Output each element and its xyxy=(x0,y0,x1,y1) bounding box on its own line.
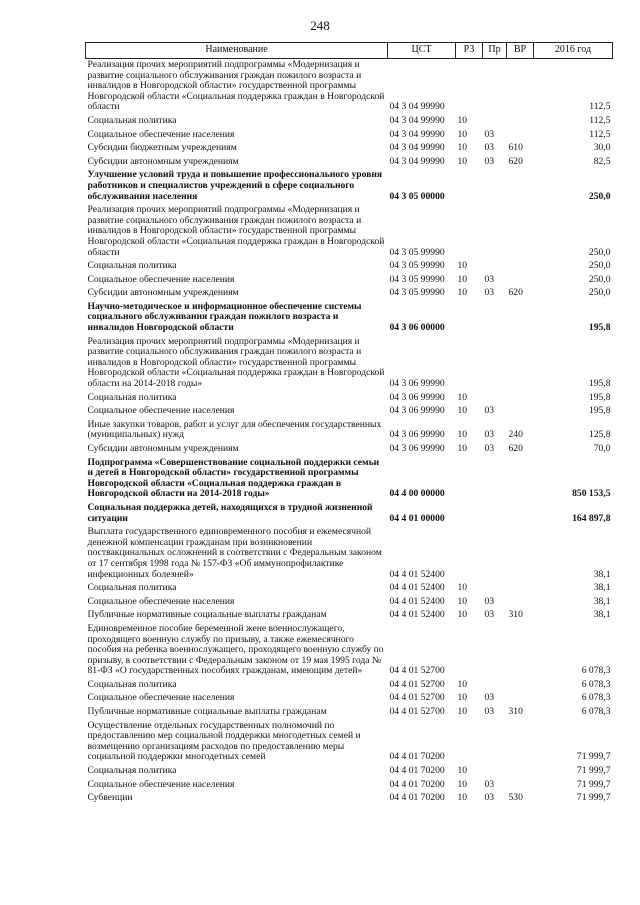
row-vr xyxy=(507,204,534,260)
row-amount: 125,8 xyxy=(588,429,611,441)
row-name: Субсидии автономным учреждениям xyxy=(87,287,239,299)
row-amount: 70,0 xyxy=(593,443,611,454)
row-vr xyxy=(507,129,534,143)
table-row xyxy=(86,336,613,392)
row-amount: 250,0 xyxy=(588,273,611,285)
row-vr: 620 xyxy=(508,443,523,454)
row-pr xyxy=(483,765,507,779)
row-cst: 04 4 01 52700 xyxy=(389,706,445,718)
row-cst: 04 3 06 99990 xyxy=(389,429,445,441)
row-amount: 6 078,3 xyxy=(581,665,611,677)
row-rz: 10 xyxy=(457,595,468,607)
row-pr: 03 xyxy=(484,778,495,790)
row-rz: 10 xyxy=(457,260,468,272)
row-pr xyxy=(483,720,507,765)
row-rz: 10 xyxy=(457,692,468,704)
row-cst: 04 3 06 99990 xyxy=(389,391,445,403)
row-pr: 03 xyxy=(484,595,495,607)
row-pr xyxy=(483,392,507,406)
row-amount: 71 999,7 xyxy=(576,765,611,777)
row-vr: 620 xyxy=(508,155,523,167)
row-name: Субвенции xyxy=(87,792,133,804)
row-pr xyxy=(483,115,507,129)
row-rz xyxy=(456,457,483,502)
row-name: Субсидии автономным учреждениям xyxy=(87,443,239,454)
row-amount: 38,1 xyxy=(593,582,611,594)
row-vr xyxy=(507,457,534,502)
row-name: Социальное обеспечение населения xyxy=(87,778,235,790)
table-row xyxy=(86,59,613,115)
row-cst: 04 3 05 99990 xyxy=(389,246,445,258)
budget-table xyxy=(85,42,613,806)
row-cst: 04 3 04 99990 xyxy=(389,101,445,113)
row-cst: 04 3 04 99990 xyxy=(389,114,445,126)
row-cst: 04 4 01 52400 xyxy=(389,582,445,594)
row-amount: 195,8 xyxy=(588,405,611,417)
table-row xyxy=(86,526,613,582)
row-name: Научно-методическое и информационное обеспечение системы социального обслуживания граждан пожилого возраста и инвалидов Новгородской области xyxy=(87,300,362,334)
row-pr: 03 xyxy=(484,706,495,718)
column-header-cst: ЦСТ xyxy=(388,43,456,59)
row-name: Социальная политика xyxy=(87,678,177,690)
row-pr xyxy=(483,526,507,582)
row-pr: 03 xyxy=(484,792,495,804)
row-rz xyxy=(456,301,483,336)
table-row xyxy=(86,720,613,765)
column-header-year: 2016 год xyxy=(534,43,613,59)
row-name: Социальная поддержка детей, находящихся в трудной жизненной ситуации xyxy=(87,501,373,524)
row-vr: 310 xyxy=(508,609,523,621)
row-name: Публичные нормативные социальные выплаты гражданам xyxy=(87,706,327,718)
row-amount: 6 078,3 xyxy=(581,678,611,690)
row-pr: 03 xyxy=(484,273,495,285)
row-vr xyxy=(507,596,534,610)
row-vr xyxy=(507,779,534,793)
row-pr: 03 xyxy=(484,142,495,154)
row-amount: 71 999,7 xyxy=(576,778,611,790)
row-vr: 310 xyxy=(508,706,523,718)
page-number: 248 xyxy=(310,18,330,33)
row-cst: 04 4 01 52400 xyxy=(389,595,445,607)
row-rz: 10 xyxy=(457,155,468,167)
row-vr xyxy=(507,679,534,693)
row-pr: 03 xyxy=(484,692,495,704)
table-row xyxy=(86,679,613,693)
row-rz: 10 xyxy=(457,706,468,718)
row-vr xyxy=(507,274,534,288)
row-vr: 530 xyxy=(508,792,523,804)
row-cst: 04 4 01 52700 xyxy=(389,665,445,677)
row-rz: 10 xyxy=(457,443,468,454)
row-rz: 10 xyxy=(457,128,468,140)
row-pr xyxy=(483,623,507,679)
row-name: Иные закупки товаров, работ и услуг для обеспечения государственных (муниципальных) нужд xyxy=(87,418,382,441)
row-name: Выплата государственного единовременного пособия и ежемесячной денежной компенсации гражданам при возникновении поствакцинальных осложнений в соответствии с Федеральным законом от 17 сентября 1998 года № 157-ФЗ «Об иммунопрофилактике инфекционных болезней» xyxy=(87,526,382,580)
row-rz: 10 xyxy=(457,391,468,403)
row-name: Осуществление отдельных государственных полномочий по предоставлению мер социальной поддержки многодетных семей и возмещению организациям расходов по предоставлению меры социальной поддержки многодетных семей xyxy=(87,719,361,763)
row-vr: 610 xyxy=(508,142,523,154)
row-cst: 04 3 05 99990 xyxy=(389,273,445,285)
row-cst: 04 3 06 99990 xyxy=(389,443,445,454)
row-vr xyxy=(507,260,534,274)
row-cst: 04 3 04 99990 xyxy=(389,155,445,167)
row-name: Социальное обеспечение населения xyxy=(87,405,235,417)
row-pr xyxy=(483,336,507,392)
row-vr: 620 xyxy=(508,287,523,299)
table-row xyxy=(86,765,613,779)
row-amount: 38,1 xyxy=(593,595,611,607)
row-vr xyxy=(507,765,534,779)
row-pr xyxy=(483,582,507,596)
row-amount: 71 999,7 xyxy=(576,792,611,804)
row-amount: 38,1 xyxy=(593,568,611,580)
row-rz xyxy=(456,720,483,765)
row-rz: 10 xyxy=(457,429,468,441)
row-vr xyxy=(507,59,534,115)
row-amount: 6 078,3 xyxy=(581,692,611,704)
row-cst: 04 4 01 52700 xyxy=(389,678,445,690)
table-row xyxy=(86,301,613,336)
row-name: Социальная политика xyxy=(87,765,177,777)
row-rz: 10 xyxy=(457,405,468,417)
row-vr xyxy=(507,582,534,596)
row-vr xyxy=(507,115,534,129)
row-vr xyxy=(507,336,534,392)
row-pr xyxy=(483,204,507,260)
row-pr: 03 xyxy=(484,155,495,167)
row-amount: 112,5 xyxy=(589,101,611,113)
row-name: Социальная политика xyxy=(87,260,177,272)
table-row xyxy=(86,129,613,143)
row-pr xyxy=(483,679,507,693)
row-cst: 04 4 01 00000 xyxy=(389,512,445,524)
table-row xyxy=(86,779,613,793)
row-rz: 10 xyxy=(457,582,468,594)
row-vr xyxy=(507,720,534,765)
row-pr xyxy=(483,301,507,336)
row-pr: 03 xyxy=(484,405,495,417)
row-amount: 82,5 xyxy=(593,155,611,167)
row-amount: 6 078,3 xyxy=(581,706,611,718)
row-name: Подпрограмма «Совершенствование социальной поддержки семьи и детей в Новгородской области» государственной программы Новгородской области «Социальная поддержка граждан в Новгородской области на 2014-2018 годы» xyxy=(87,456,380,500)
row-rz xyxy=(456,204,483,260)
row-cst: 04 3 05 00000 xyxy=(389,190,445,202)
table-row xyxy=(86,502,613,526)
row-amount: 195,8 xyxy=(588,391,611,403)
table-row xyxy=(86,692,613,706)
row-name: Социальная политика xyxy=(87,391,177,403)
table-row xyxy=(86,204,613,260)
row-cst: 04 4 00 00000 xyxy=(389,488,445,500)
row-name: Социальное обеспечение населения xyxy=(87,273,235,285)
row-cst: 04 3 04 99990 xyxy=(389,128,445,140)
row-name: Реализация прочих мероприятий подпрограммы «Модернизация и развитие социального обслуживания граждан пожилого возраста и инвалидов в Новгородской области» государственной программы Новгородской области «Социальная поддержка граждан в Новгородской области xyxy=(87,204,385,258)
row-cst: 04 4 01 52400 xyxy=(389,568,445,580)
row-amount: 164 897,8 xyxy=(572,512,611,524)
row-pr xyxy=(483,502,507,526)
column-header-rz: РЗ xyxy=(456,43,483,59)
row-amount: 250,0 xyxy=(588,287,611,299)
row-amount: 250,0 xyxy=(588,260,611,272)
row-rz xyxy=(456,623,483,679)
table-row xyxy=(86,274,613,288)
row-rz xyxy=(456,336,483,392)
row-name: Социальное обеспечение населения xyxy=(87,128,235,140)
table-row xyxy=(86,623,613,679)
table-row xyxy=(86,287,613,301)
row-amount: 38,1 xyxy=(593,609,611,621)
row-rz xyxy=(456,526,483,582)
row-pr xyxy=(483,260,507,274)
column-header-vr: ВР xyxy=(507,43,534,59)
row-amount: 250,0 xyxy=(588,190,611,202)
row-rz: 10 xyxy=(457,273,468,285)
row-name: Субсидии автономным учреждениям xyxy=(87,155,239,167)
row-vr xyxy=(507,692,534,706)
row-name: Социальное обеспечение населения xyxy=(87,692,235,704)
table-row xyxy=(86,596,613,610)
row-rz: 10 xyxy=(457,609,468,621)
table-row xyxy=(86,260,613,274)
row-name: Реализация прочих мероприятий подпрограммы «Модернизация и развитие социального обслуживания граждан пожилого возраста и инвалидов в Новгородской области» государственной программы Новгородской области «Социальная поддержка граждан в Новгородской области на 2014-2018 годы» xyxy=(87,335,385,390)
row-cst: 04 4 01 70200 xyxy=(389,765,445,777)
table-row xyxy=(86,609,613,623)
row-rz xyxy=(456,169,483,204)
table-row xyxy=(86,405,613,419)
row-amount: 195,8 xyxy=(588,378,611,390)
row-name: Улучшение условий труда и повышение профессионального уровня работников и специалистов учреждений в сфере социального обслуживания населения xyxy=(87,169,383,202)
row-vr xyxy=(507,623,534,679)
row-pr: 03 xyxy=(484,429,495,441)
table-row xyxy=(86,443,613,457)
column-header-pr: Пр xyxy=(483,43,507,59)
row-amount: 112,5 xyxy=(589,128,611,140)
table-row xyxy=(86,142,613,156)
row-rz: 10 xyxy=(457,765,468,777)
row-rz: 10 xyxy=(457,678,468,690)
row-rz: 10 xyxy=(457,792,468,804)
table-row xyxy=(86,392,613,406)
row-vr xyxy=(507,526,534,582)
row-cst: 04 4 01 70200 xyxy=(389,778,445,790)
row-pr xyxy=(483,457,507,502)
row-cst: 04 3 05 99990 xyxy=(389,287,445,299)
row-rz xyxy=(456,59,483,115)
row-cst: 04 3 05 99990 xyxy=(389,260,445,272)
row-rz: 10 xyxy=(457,287,468,299)
row-pr: 03 xyxy=(484,287,495,299)
row-rz: 10 xyxy=(457,114,468,126)
row-vr xyxy=(507,405,534,419)
row-pr xyxy=(483,59,507,115)
row-rz: 10 xyxy=(457,778,468,790)
row-vr xyxy=(507,169,534,204)
row-name: Единовременное пособие беременной жене военнослужащего, проходящего военную службу по призыву, а также ежемесячного пособия на ребенка военнослужащего, проходящего военную службу по призыву, в соответствии с Федеральным законом от 19 мая 1995 года № 81-ФЗ «О государственных пособиях гражданам, имеющим детей» xyxy=(87,622,384,677)
row-vr xyxy=(507,392,534,406)
row-name: Реализация прочих мероприятий подпрограммы «Модернизация и развитие социального обслуживания граждан пожилого возраста и инвалидов в Новгородской области» государственной программы Новгородской области «Социальная поддержка граждан в Новгородской области xyxy=(87,59,385,113)
row-amount: 250,0 xyxy=(588,246,611,258)
row-name: Социальное обеспечение населения xyxy=(87,595,235,607)
row-name: Публичные нормативные социальные выплаты гражданам xyxy=(87,609,327,621)
row-amount: 30,0 xyxy=(593,142,611,154)
row-pr xyxy=(483,169,507,204)
row-amount: 112,5 xyxy=(589,114,611,126)
row-rz: 10 xyxy=(457,142,468,154)
row-vr xyxy=(507,502,534,526)
table-row xyxy=(86,792,613,806)
row-cst: 04 4 01 70200 xyxy=(389,751,445,763)
column-header-name: Наименование xyxy=(86,43,388,59)
row-cst: 04 4 01 52400 xyxy=(389,609,445,621)
table-row xyxy=(86,706,613,720)
row-name: Социальная политика xyxy=(87,114,177,126)
row-cst: 04 3 06 99990 xyxy=(389,378,445,390)
row-pr: 03 xyxy=(484,443,495,454)
table-row xyxy=(86,115,613,129)
row-cst: 04 3 06 99990 xyxy=(389,405,445,417)
row-rz xyxy=(456,502,483,526)
table-row xyxy=(86,582,613,596)
row-pr: 03 xyxy=(484,609,495,621)
row-name: Субсидии бюджетным учреждениям xyxy=(87,142,237,154)
table-row xyxy=(86,156,613,170)
table-row xyxy=(86,169,613,204)
row-amount: 195,8 xyxy=(588,322,611,334)
table-row xyxy=(86,457,613,502)
row-vr xyxy=(507,301,534,336)
row-vr: 240 xyxy=(508,429,523,441)
row-amount: 850 153,5 xyxy=(572,488,611,500)
row-cst: 04 4 01 52700 xyxy=(389,692,445,704)
table-row xyxy=(86,419,613,443)
row-cst: 04 3 04 99990 xyxy=(389,142,445,154)
row-name: Социальная политика xyxy=(87,582,177,594)
row-cst: 04 4 01 70200 xyxy=(389,792,445,804)
row-amount: 71 999,7 xyxy=(576,751,611,763)
row-pr: 03 xyxy=(484,128,495,140)
row-cst: 04 3 06 00000 xyxy=(389,322,445,334)
table-header-row xyxy=(86,43,613,59)
